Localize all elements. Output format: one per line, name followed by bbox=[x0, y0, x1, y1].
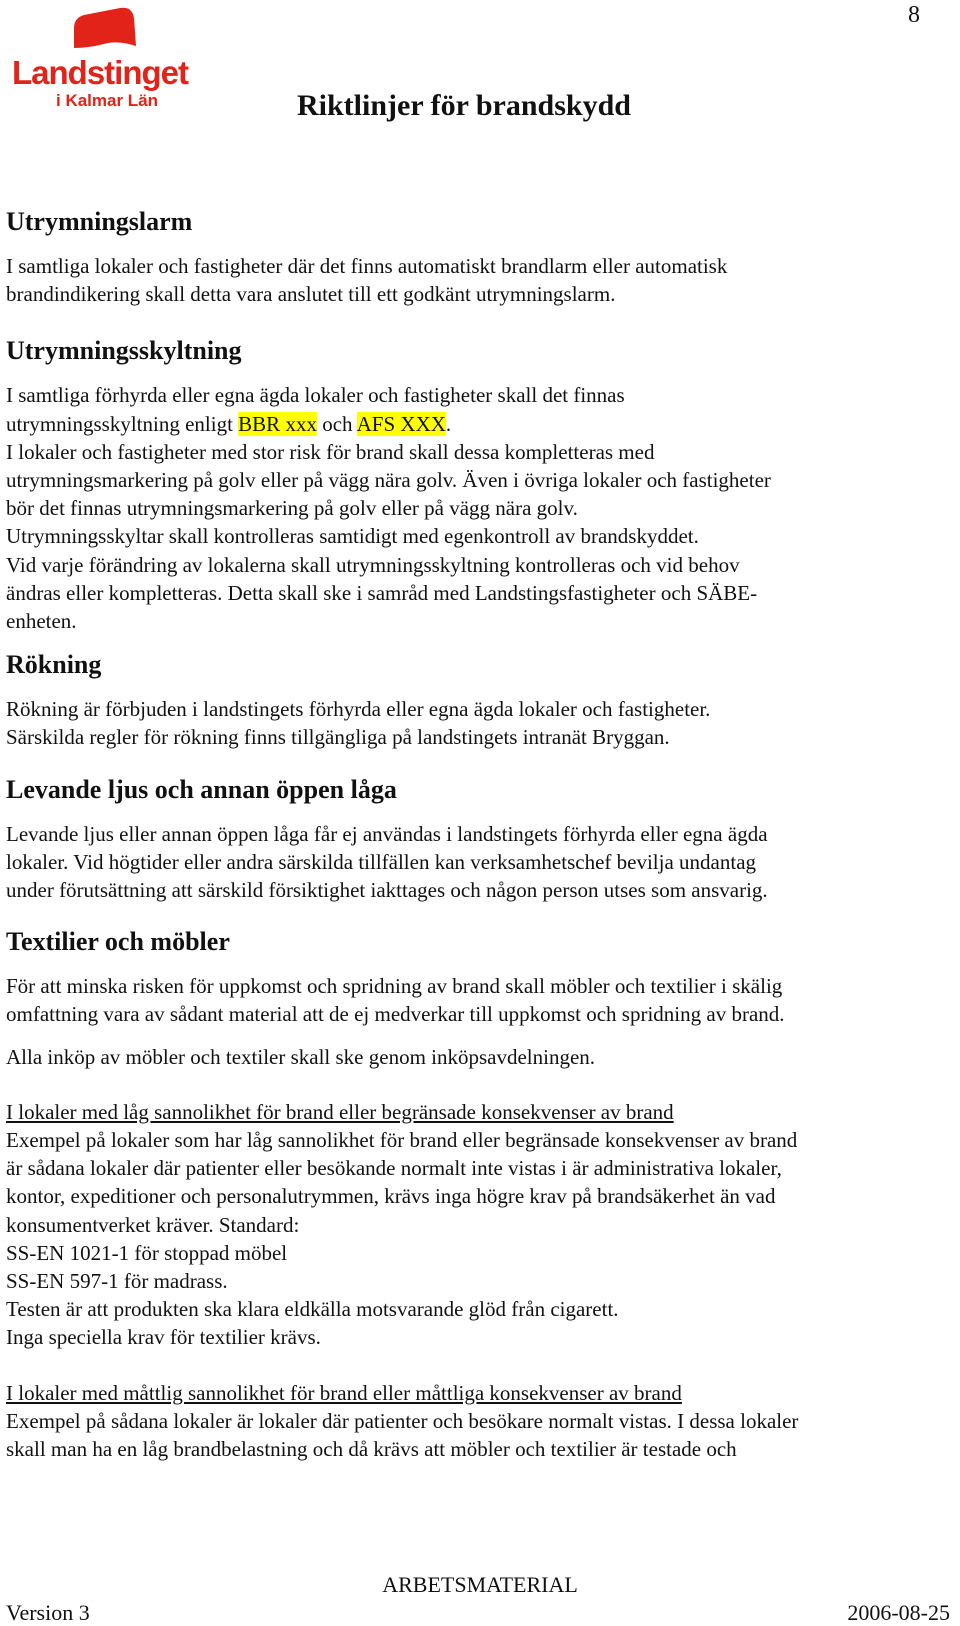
text-line: Inga speciella krav för textilier krävs. bbox=[6, 1325, 321, 1350]
text-line: omfattning vara av sådant material att de ej medverkar till uppkomst och spridning av brand. bbox=[6, 1002, 785, 1027]
heading-utrymningsskyltning: Utrymningsskyltning bbox=[6, 336, 242, 366]
text-line-with-references bbox=[6, 410, 956, 438]
afs-reference-highlight: AFS XXX bbox=[356, 411, 446, 436]
text-line: lokaler. Vid högtider eller andra särskilda tillfällen kan verksamhetschef bevilja undantag bbox=[6, 849, 757, 874]
text-line: Särskilda regler för rökning finns tillgängliga på landstingets intranät Bryggan. bbox=[6, 725, 670, 750]
footer-version: Version 3 bbox=[6, 1600, 90, 1625]
text-line: I lokaler och fastigheter med stor risk för brand skall dessa kompletteras med bbox=[6, 439, 655, 464]
text-line: bör det finnas utrymningsmarkering på golv eller på vägg nära golv. bbox=[6, 496, 578, 521]
footer-date: 2006-08-25 bbox=[847, 1600, 950, 1625]
text-line: Utrymningsskyltar skall kontrolleras samtidigt med egenkontroll av brandskyddet. bbox=[6, 524, 699, 549]
text-line: SS-EN 1021-1 för stoppad möbel bbox=[6, 1240, 288, 1265]
text-line: Testen är att produkten ska klara eldkälla motsvarande glöd från cigarett. bbox=[6, 1297, 619, 1322]
heading-textilier-och-mobler: Textilier och möbler bbox=[6, 927, 230, 957]
text-line: Rökning är förbjuden i landstingets förhyrda eller egna ägda lokaler och fastigheter. bbox=[6, 697, 711, 722]
text-line: Alla inköp av möbler och textiler skall ske genom inköpsavdelningen. bbox=[6, 1044, 596, 1069]
text-line: Levande ljus eller annan öppen låga får ej användas i landstingets förhyrda eller egna ägda bbox=[6, 821, 768, 846]
heading-utrymningslarm: Utrymningslarm bbox=[6, 207, 193, 236]
page-number: 8 bbox=[908, 2, 920, 28]
logo-roof-icon bbox=[74, 8, 136, 48]
logo-line2: i Kalmar Län bbox=[56, 91, 159, 110]
text-line: konsumentverket kräver. Standard: bbox=[6, 1212, 300, 1237]
subheading-low-risk: I lokaler med låg sannolikhet för brand eller begränsade konsekvenser av brand bbox=[6, 1099, 674, 1124]
heading-levande-ljus: Levande ljus och annan öppen låga bbox=[6, 774, 397, 804]
text-line: SS-EN 597-1 för madrass. bbox=[6, 1269, 228, 1294]
text-fragment: . bbox=[445, 411, 452, 436]
heading-rokning: Rökning bbox=[6, 650, 102, 680]
text-line: enheten. bbox=[6, 609, 77, 634]
text-line: kontor, expeditioner och personalutrymmen, krävs inga högre krav på brandsäkerhet än vad bbox=[6, 1184, 776, 1209]
landstinget-logo bbox=[8, 6, 218, 114]
logo-line1: Landstinget bbox=[12, 54, 188, 91]
footer-label: ARBETSMATERIAL bbox=[382, 1572, 578, 1597]
text-fragment: och bbox=[316, 411, 357, 436]
text-line: För att minska risken för uppkomst och spridning av brand skall möbler och textilier i skälig bbox=[6, 974, 783, 999]
document-title: Riktlinjer för brandskydd bbox=[297, 89, 631, 122]
text-line: under förutsättning att särskild försiktighet iakttages och någon person utses som ansvarig. bbox=[6, 878, 768, 903]
bbr-reference-highlight: BBR xxx bbox=[238, 411, 317, 436]
text-line: skall man ha en låg brandbelastning och då krävs att möbler och textilier är testade och bbox=[6, 1437, 737, 1462]
text-line: är sådana lokaler där patienter eller besökande normalt inte vistas i är administrativa lokaler, bbox=[6, 1156, 782, 1181]
text-line: ändras eller kompletteras. Detta skall ske i samråd med Landstingsfastigheter och SÄBE- bbox=[6, 580, 758, 605]
text-line: Vid varje förändring av lokalerna skall utrymningsskyltning kontrolleras och vid behov bbox=[6, 552, 740, 577]
subheading-moderate-risk: I lokaler med måttlig sannolikhet för brand eller måttliga konsekvenser av brand bbox=[6, 1380, 682, 1405]
text-line: I samtliga förhyrda eller egna ägda lokaler och fastigheter skall det finnas bbox=[6, 383, 625, 408]
text-line: utrymningsmarkering på golv eller på vägg nära golv. Även i övriga lokaler och fastigheter bbox=[6, 468, 771, 493]
text-line: Exempel på lokaler som har låg sannolikhet för brand eller begränsade konsekvenser av brand bbox=[6, 1128, 798, 1153]
text-fragment: utrymningsskyltning enligt bbox=[6, 411, 239, 436]
text-line: Exempel på sådana lokaler är lokaler där patienter och besökare normalt vistas. I dessa lokaler bbox=[6, 1408, 799, 1433]
text-line: I samtliga lokaler och fastigheter där det finns automatiskt brandlarm eller automatisk bbox=[6, 254, 728, 278]
document-body bbox=[6, 206, 956, 1463]
text-line: brandindikering skall detta vara anslutet till ett godkänt utrymningslarm. bbox=[6, 282, 616, 307]
